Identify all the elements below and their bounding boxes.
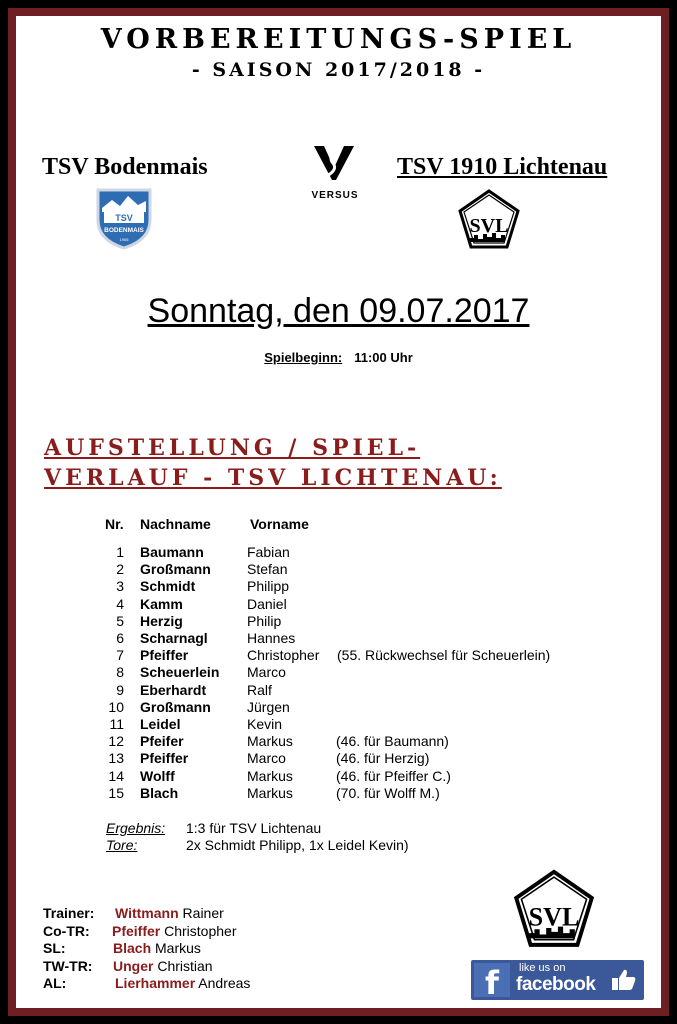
- staff-firstname: Christopher: [164, 922, 237, 939]
- player-row: [16, 768, 661, 785]
- player-lastname: Kamm: [140, 595, 183, 612]
- staff-person: [113, 939, 201, 957]
- staff-role: Co-TR:: [43, 922, 90, 939]
- player-lastname: Pfeiffer: [140, 750, 189, 767]
- away-team-name: TSV 1910 Lichtenau: [397, 154, 608, 180]
- versus-label: VERSUS: [311, 190, 359, 201]
- player-firstname: Jürgen: [247, 698, 290, 715]
- facebook-like-button[interactable]: [471, 960, 644, 1000]
- facebook-like-text: like us on: [519, 962, 566, 974]
- player-row: [16, 561, 661, 578]
- result-label: Ergebnis:: [106, 820, 166, 836]
- staff-person: [113, 957, 213, 975]
- player-lastname: Herzig: [140, 612, 183, 629]
- header-nr: Nr.: [105, 516, 124, 532]
- away-team-crest-bottom: [511, 868, 597, 959]
- player-row: [16, 613, 661, 630]
- staff-firstname: Rainer: [182, 905, 224, 921]
- thumbs-up-icon: [611, 968, 637, 997]
- player-number: 7: [116, 647, 124, 664]
- staff-lastname: Pfeiffer: [112, 922, 161, 939]
- player-firstname: Fabian: [247, 544, 290, 560]
- staff-role: AL:: [43, 975, 67, 992]
- player-lastname: Eberhardt: [140, 681, 207, 698]
- player-firstname: Hannes: [247, 630, 296, 646]
- player-note: (70. für Wolff M.): [336, 784, 440, 801]
- player-row: [16, 544, 661, 561]
- header-lastname: Nachname: [140, 516, 211, 532]
- goals-value: 2x Schmidt Philipp, 1x Leidel Kevin): [186, 837, 409, 853]
- poster-title: VORBEREITUNGS-SPIEL: [100, 24, 577, 55]
- staff-person: [112, 922, 237, 940]
- player-number: 6: [116, 630, 124, 646]
- player-number: 11: [109, 716, 124, 732]
- svg-text:1906: 1906: [119, 237, 129, 242]
- goals-row: [16, 837, 661, 854]
- staff-lastname: Unger: [113, 957, 154, 974]
- player-firstname: Marco: [247, 750, 286, 767]
- facebook-icon: f: [474, 963, 510, 997]
- lineup-title: [44, 433, 502, 493]
- player-row: [16, 785, 661, 802]
- svg-text:BODENMAIS: BODENMAIS: [104, 227, 144, 234]
- player-number: 5: [116, 612, 124, 629]
- staff-firstname: Christian: [157, 957, 213, 974]
- player-firstname: Christopher: [247, 647, 320, 664]
- header-firstname: Vorname: [250, 516, 309, 532]
- player-lastname: Großmann: [140, 698, 211, 715]
- player-firstname: Daniel: [247, 595, 287, 612]
- poster-subtitle: - SAISON 2017/2018 -: [191, 59, 486, 81]
- poster: [16, 16, 661, 1008]
- player-number: 1: [116, 544, 124, 560]
- player-lastname: Leidel: [140, 716, 181, 732]
- player-lastname: Großmann: [140, 561, 211, 578]
- player-firstname: Marco: [247, 664, 286, 681]
- player-number: 4: [116, 595, 124, 612]
- match-date: Sonntag, den 09.07.2017: [147, 292, 530, 330]
- goals-label: Tore:: [106, 837, 138, 853]
- player-firstname: Markus: [247, 767, 293, 784]
- staff-role: Trainer:: [43, 905, 95, 921]
- player-lastname: Scheuerlein: [140, 664, 220, 681]
- staff-row: [43, 957, 343, 975]
- player-number: 9: [116, 681, 124, 698]
- player-note: (46. für Baumann): [336, 733, 449, 750]
- player-number: 2: [116, 561, 124, 578]
- staff-role: SL:: [43, 940, 66, 957]
- home-team-name: TSV Bodenmais: [42, 154, 208, 180]
- player-firstname: Stefan: [247, 561, 288, 578]
- player-number: 8: [116, 664, 124, 681]
- player-number: 15: [108, 784, 124, 801]
- staff-row: [43, 974, 343, 992]
- player-firstname: Markus: [247, 784, 293, 801]
- kickoff: [16, 350, 661, 365]
- player-firstname: Markus: [247, 733, 293, 750]
- player-firstname: Philip: [247, 612, 282, 629]
- versus-logo: [310, 142, 358, 191]
- player-firstname: Philipp: [247, 578, 290, 595]
- lineup-title-line1: AUFSTELLUNG / SPIEL-: [44, 435, 421, 461]
- result-row: [16, 820, 661, 837]
- player-row: [16, 664, 661, 681]
- kickoff-label: Spielbeginn:: [264, 350, 343, 365]
- staff-row: [43, 939, 343, 957]
- staff-lastname: Blach: [113, 940, 152, 957]
- staff-lastname: Lierhammer: [115, 975, 196, 992]
- staff-row: [43, 922, 343, 940]
- player-row: [16, 596, 661, 613]
- player-number: 13: [108, 750, 124, 767]
- kickoff-time: 11:00 Uhr: [354, 350, 413, 365]
- player-row: [16, 630, 661, 647]
- svg-text:SVL: SVL: [528, 902, 580, 932]
- player-number: 14: [108, 767, 124, 784]
- player-lastname: Wolff: [140, 767, 175, 784]
- player-row: [16, 647, 661, 664]
- player-lastname: Baumann: [140, 544, 204, 560]
- svg-text:SVL: SVL: [469, 215, 509, 237]
- player-row: [16, 699, 661, 716]
- staff-firstname: Markus: [155, 940, 201, 957]
- player-note: (46. für Pfeiffer C.): [336, 767, 451, 784]
- staff-lastname: Wittmann: [115, 905, 179, 921]
- player-lastname: Schmidt: [140, 578, 196, 595]
- lineup-title-line2: VERLAUF - TSV LICHTENAU:: [44, 465, 502, 491]
- player-row: [16, 733, 661, 750]
- facebook-wordmark: facebook: [516, 974, 596, 995]
- player-note: (55. Rückwechsel für Scheuerlein): [337, 647, 551, 664]
- staff-role: TW-TR:: [43, 957, 93, 974]
- player-firstname: Kevin: [247, 716, 283, 732]
- staff-person: [115, 904, 224, 922]
- result-value: 1:3 für TSV Lichtenau: [186, 820, 322, 836]
- staff-firstname: Andreas: [198, 975, 251, 992]
- player-firstname: Ralf: [247, 681, 272, 698]
- player-lastname: Pfeiffer: [140, 647, 189, 664]
- player-row: [16, 750, 661, 767]
- player-number: 10: [108, 698, 124, 715]
- player-note: (46. für Herzig): [336, 750, 430, 767]
- home-team-crest: [94, 186, 154, 255]
- player-row: [16, 578, 661, 595]
- player-lastname: Pfeifer: [140, 733, 184, 750]
- player-number: 3: [116, 578, 124, 595]
- player-number: 12: [108, 733, 124, 750]
- staff-row: [43, 904, 343, 922]
- player-row: [16, 682, 661, 699]
- staff-person: [115, 974, 250, 992]
- svg-text:TSV: TSV: [115, 213, 133, 223]
- player-lastname: Blach: [140, 784, 179, 801]
- player-lastname: Scharnagl: [140, 630, 208, 646]
- away-team-crest: [456, 188, 522, 259]
- player-row: [16, 716, 661, 733]
